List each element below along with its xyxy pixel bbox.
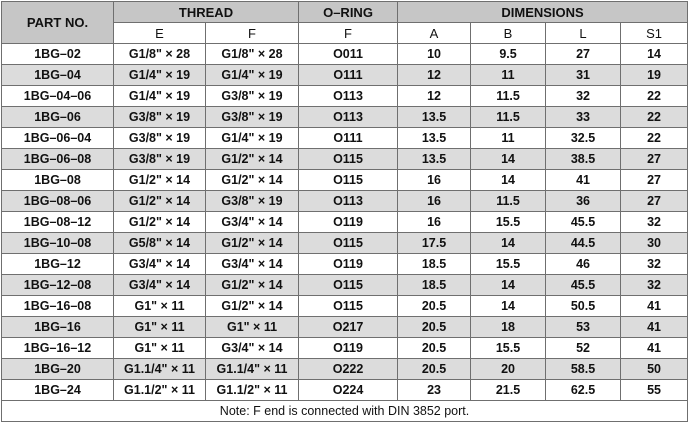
cell-part-no: 1BG–24: [2, 380, 114, 401]
cell-dim-a: 18.5: [398, 254, 471, 275]
header-thread: THREAD: [114, 2, 299, 23]
cell-dim-s1: 27: [621, 170, 688, 191]
note-row: [2, 401, 688, 422]
cell-dim-s1: 14: [621, 44, 688, 65]
table-row: [2, 233, 688, 254]
cell-thread-f: G3/8" × 19: [206, 86, 299, 107]
cell-dim-a: 20.5: [398, 338, 471, 359]
cell-thread-e: G1.1/4" × 11: [114, 359, 206, 380]
cell-oring: O115: [299, 170, 398, 191]
cell-thread-e: G3/8" × 19: [114, 128, 206, 149]
cell-dim-l: 33: [546, 107, 621, 128]
table-row: [2, 359, 688, 380]
cell-dim-a: 17.5: [398, 233, 471, 254]
cell-dim-a: 20.5: [398, 359, 471, 380]
cell-dim-b: 15.5: [471, 212, 546, 233]
cell-thread-f: G1/4" × 19: [206, 128, 299, 149]
spec-table: [1, 1, 688, 422]
cell-dim-b: 15.5: [471, 338, 546, 359]
cell-part-no: 1BG–08–06: [2, 191, 114, 212]
table-row: [2, 380, 688, 401]
cell-dim-a: 16: [398, 170, 471, 191]
cell-dim-b: 14: [471, 275, 546, 296]
table-note: Note: F end is connected with DIN 3852 port.: [2, 401, 688, 422]
table-row: [2, 254, 688, 275]
cell-thread-f: G3/4" × 14: [206, 338, 299, 359]
cell-dim-a: 23: [398, 380, 471, 401]
cell-thread-f: G3/4" × 14: [206, 212, 299, 233]
cell-dim-l: 27: [546, 44, 621, 65]
table-row: [2, 128, 688, 149]
cell-dim-l: 36: [546, 191, 621, 212]
cell-dim-a: 13.5: [398, 149, 471, 170]
cell-dim-s1: 22: [621, 107, 688, 128]
cell-dim-s1: 22: [621, 86, 688, 107]
cell-thread-e: G1/4" × 19: [114, 86, 206, 107]
cell-thread-e: G5/8" × 14: [114, 233, 206, 254]
cell-dim-l: 58.5: [546, 359, 621, 380]
cell-part-no: 1BG–16: [2, 317, 114, 338]
cell-dim-a: 16: [398, 212, 471, 233]
cell-dim-s1: 55: [621, 380, 688, 401]
cell-dim-b: 14: [471, 233, 546, 254]
cell-dim-a: 16: [398, 191, 471, 212]
table-row: [2, 44, 688, 65]
table-row: [2, 338, 688, 359]
cell-part-no: 1BG–08: [2, 170, 114, 191]
cell-thread-e: G1.1/2" × 11: [114, 380, 206, 401]
cell-thread-f: G1/8" × 28: [206, 44, 299, 65]
cell-dim-a: 12: [398, 65, 471, 86]
cell-oring: O115: [299, 275, 398, 296]
cell-oring: O115: [299, 149, 398, 170]
cell-dim-b: 20: [471, 359, 546, 380]
header-oring-f: F: [299, 23, 398, 44]
cell-dim-b: 9.5: [471, 44, 546, 65]
cell-part-no: 1BG–20: [2, 359, 114, 380]
cell-dim-a: 12: [398, 86, 471, 107]
cell-oring: O222: [299, 359, 398, 380]
cell-oring: O115: [299, 233, 398, 254]
table-row: [2, 212, 688, 233]
cell-oring: O111: [299, 128, 398, 149]
header-dim-b: B: [471, 23, 546, 44]
cell-part-no: 1BG–06–08: [2, 149, 114, 170]
cell-dim-l: 53: [546, 317, 621, 338]
header-row-top: [2, 2, 688, 23]
cell-dim-l: 41: [546, 170, 621, 191]
cell-dim-l: 50.5: [546, 296, 621, 317]
cell-oring: O113: [299, 191, 398, 212]
cell-dim-a: 13.5: [398, 107, 471, 128]
cell-oring: O119: [299, 212, 398, 233]
cell-dim-s1: 32: [621, 275, 688, 296]
cell-oring: O113: [299, 107, 398, 128]
cell-dim-s1: 32: [621, 254, 688, 275]
cell-thread-e: G1" × 11: [114, 338, 206, 359]
cell-dim-l: 52: [546, 338, 621, 359]
cell-dim-l: 62.5: [546, 380, 621, 401]
spec-table-container: [1, 1, 687, 436]
cell-oring: O119: [299, 338, 398, 359]
table-row: [2, 275, 688, 296]
cell-oring: O217: [299, 317, 398, 338]
table-row: [2, 191, 688, 212]
header-dim-s1: S1: [621, 23, 688, 44]
cell-thread-f: G3/4" × 14: [206, 254, 299, 275]
header-dimensions: DIMENSIONS: [398, 2, 688, 23]
cell-thread-f: G3/8" × 19: [206, 191, 299, 212]
cell-thread-e: G3/8" × 19: [114, 107, 206, 128]
header-part-no: PART NO.: [2, 2, 114, 44]
cell-thread-e: G1/8" × 28: [114, 44, 206, 65]
cell-part-no: 1BG–06–04: [2, 128, 114, 149]
cell-dim-l: 46: [546, 254, 621, 275]
cell-thread-f: G1/2" × 14: [206, 170, 299, 191]
cell-dim-s1: 41: [621, 317, 688, 338]
cell-dim-b: 18: [471, 317, 546, 338]
cell-oring: O115: [299, 296, 398, 317]
cell-thread-e: G1/2" × 14: [114, 170, 206, 191]
cell-part-no: 1BG–08–12: [2, 212, 114, 233]
table-row: [2, 170, 688, 191]
cell-dim-l: 32.5: [546, 128, 621, 149]
cell-thread-f: G1/2" × 14: [206, 233, 299, 254]
cell-thread-f: G1" × 11: [206, 317, 299, 338]
cell-dim-b: 11: [471, 65, 546, 86]
header-thread-e: E: [114, 23, 206, 44]
cell-dim-s1: 27: [621, 149, 688, 170]
cell-part-no: 1BG–12: [2, 254, 114, 275]
cell-dim-b: 14: [471, 296, 546, 317]
cell-part-no: 1BG–04: [2, 65, 114, 86]
table-row: [2, 296, 688, 317]
cell-thread-f: G1/2" × 14: [206, 296, 299, 317]
cell-dim-s1: 41: [621, 296, 688, 317]
table-row: [2, 86, 688, 107]
table-row: [2, 149, 688, 170]
cell-dim-s1: 32: [621, 212, 688, 233]
cell-dim-b: 11: [471, 128, 546, 149]
cell-oring: O113: [299, 86, 398, 107]
cell-part-no: 1BG–16–12: [2, 338, 114, 359]
header-dim-a: A: [398, 23, 471, 44]
cell-thread-e: G1/4" × 19: [114, 65, 206, 86]
cell-thread-e: G1/2" × 14: [114, 212, 206, 233]
cell-part-no: 1BG–02: [2, 44, 114, 65]
table-row: [2, 107, 688, 128]
cell-oring: O011: [299, 44, 398, 65]
cell-thread-e: G1" × 11: [114, 317, 206, 338]
cell-thread-e: G1" × 11: [114, 296, 206, 317]
cell-dim-l: 45.5: [546, 275, 621, 296]
cell-thread-e: G3/4" × 14: [114, 275, 206, 296]
header-dim-l: L: [546, 23, 621, 44]
header-thread-f: F: [206, 23, 299, 44]
cell-dim-b: 11.5: [471, 86, 546, 107]
cell-part-no: 1BG–04–06: [2, 86, 114, 107]
table-row: [2, 317, 688, 338]
cell-thread-f: G1/2" × 14: [206, 275, 299, 296]
cell-dim-b: 14: [471, 149, 546, 170]
cell-thread-f: G1/2" × 14: [206, 149, 299, 170]
cell-dim-a: 13.5: [398, 128, 471, 149]
cell-part-no: 1BG–10–08: [2, 233, 114, 254]
cell-thread-f: G1/4" × 19: [206, 65, 299, 86]
cell-dim-b: 11.5: [471, 191, 546, 212]
cell-dim-a: 18.5: [398, 275, 471, 296]
cell-dim-s1: 41: [621, 338, 688, 359]
header-oring: O–RING: [299, 2, 398, 23]
cell-thread-f: G1.1/2" × 11: [206, 380, 299, 401]
cell-dim-s1: 22: [621, 128, 688, 149]
cell-dim-a: 20.5: [398, 296, 471, 317]
cell-dim-s1: 27: [621, 191, 688, 212]
cell-thread-e: G1/2" × 14: [114, 191, 206, 212]
cell-thread-e: G3/4" × 14: [114, 254, 206, 275]
cell-oring: O224: [299, 380, 398, 401]
table-body: [2, 44, 688, 401]
cell-dim-a: 10: [398, 44, 471, 65]
table-row: [2, 65, 688, 86]
cell-part-no: 1BG–16–08: [2, 296, 114, 317]
cell-dim-l: 44.5: [546, 233, 621, 254]
cell-dim-l: 45.5: [546, 212, 621, 233]
cell-dim-b: 14: [471, 170, 546, 191]
cell-dim-l: 31: [546, 65, 621, 86]
cell-part-no: 1BG–06: [2, 107, 114, 128]
cell-thread-f: G3/8" × 19: [206, 107, 299, 128]
cell-oring: O111: [299, 65, 398, 86]
cell-part-no: 1BG–12–08: [2, 275, 114, 296]
cell-thread-e: G3/8" × 19: [114, 149, 206, 170]
cell-dim-b: 15.5: [471, 254, 546, 275]
cell-dim-s1: 30: [621, 233, 688, 254]
cell-dim-l: 32: [546, 86, 621, 107]
cell-dim-a: 20.5: [398, 317, 471, 338]
cell-oring: O119: [299, 254, 398, 275]
cell-dim-s1: 19: [621, 65, 688, 86]
cell-thread-f: G1.1/4" × 11: [206, 359, 299, 380]
cell-dim-b: 11.5: [471, 107, 546, 128]
cell-dim-l: 38.5: [546, 149, 621, 170]
cell-dim-s1: 50: [621, 359, 688, 380]
cell-dim-b: 21.5: [471, 380, 546, 401]
